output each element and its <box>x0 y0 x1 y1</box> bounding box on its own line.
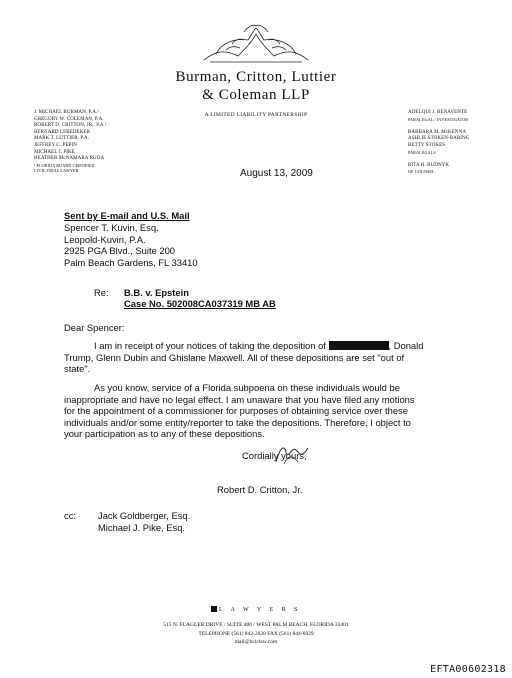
staff-list <box>408 110 470 175</box>
staff-name: ADELQUI J. BENAVENTE <box>408 110 468 115</box>
firm-logo-icon <box>196 20 316 66</box>
footer-contact <box>0 621 512 647</box>
letter-date: August 13, 2009 <box>240 168 313 179</box>
cc-name: Michael J. Pike, Esq. <box>98 521 186 533</box>
re-label: Re: <box>94 287 109 298</box>
paragraph-text: your participation as to any of these depositions. <box>64 428 265 439</box>
cc-list <box>98 510 190 533</box>
recipient-line: Palm Beach Gardens, FL 33410 <box>64 256 198 268</box>
recipient-address <box>64 222 198 268</box>
paragraph-2 <box>64 382 448 440</box>
recipient-line: 2925 PGA Blvd., Suite 200 <box>64 245 176 256</box>
recipient-line: Leopold-Kuvin, P.A. <box>64 233 146 245</box>
signature-icon <box>272 442 312 466</box>
partner-name: MARK T. LUTTIER, P.A. <box>34 136 90 142</box>
cc-name: Jack Goldberger, Esq. <box>98 510 191 521</box>
certification-note: ¹ FLORIDA BOARD CERTIFIED <box>34 162 95 168</box>
footer-email: mail@bclclaw.com <box>234 639 278 645</box>
paragraph-text: I am in receipt of your notices of taking the deposition of <box>94 340 326 351</box>
case-number: Case No. 502008CA037319 MB AB <box>124 298 276 309</box>
partner-name: JEFFREY C. PEPIN <box>34 142 77 148</box>
closing: Cordially yours, <box>242 450 307 461</box>
partner-name: HEATHER McNAMARA RUDA <box>34 156 105 162</box>
staff-name: BETTY STOKES <box>408 142 446 148</box>
square-icon <box>211 606 217 612</box>
paragraph-text: individuals and/or some entity/reporter to take the depositions. Therefore, I object to <box>64 416 411 428</box>
paragraph-text: , Donald <box>388 340 424 351</box>
staff-name: BARBARA M. McKENNA <box>408 129 467 135</box>
paragraph-1 <box>64 340 448 375</box>
firm-name-line1: Burman, Critton, Luttier <box>175 69 337 85</box>
partner-name: J. MICHAEL BURMAN, P.A.¹ <box>34 110 99 115</box>
staff-role: OF COUNSEL <box>408 169 435 175</box>
delivery-method: Sent by E-mail and U.S. Mail <box>64 210 190 221</box>
paragraph-text: As you know, service of a Florida subpoena on these individuals would be <box>94 382 400 393</box>
staff-name: RITA H. BUDNYK <box>408 162 450 168</box>
paragraph-text: inappropriate and have no legal effect. I am unaware that you have filed any motions <box>64 393 415 405</box>
partners-list <box>34 110 107 173</box>
partner-name: BERNARD LEBEDEKER <box>34 129 91 135</box>
certification-note: CIVIL TRIAL LAWYER <box>34 167 79 173</box>
paragraph-text: for the appointment of a commissioner for purposes of obtaining service over these <box>64 405 408 416</box>
footer-lawyers-text: L A W Y E R S <box>219 607 301 613</box>
paragraph-text: Trump, Glenn Dubin and Ghislane Maxwell. All of these depositions are set "out of <box>64 351 405 363</box>
partner-name: ROBERT D. CRITTON, JR., P.A.¹ <box>34 123 107 129</box>
partner-name: GREGORY W. COLEMAN, P.A. <box>34 116 104 122</box>
firm-name-line2: & Coleman LLP <box>202 87 310 103</box>
cc-label: cc: <box>64 510 76 521</box>
footer-phone: TELEPHONE (561) 842-2820 FAX (561) 844-6929 <box>198 630 314 637</box>
recipient-line: Spencer T. Kuvin, Esq. <box>64 222 159 233</box>
partner-name: MICHAEL J. PIKE <box>34 149 75 155</box>
redaction-box <box>329 341 389 350</box>
firm-subtitle: A LIMITED LIABILITY PARTNERSHIP <box>204 112 308 118</box>
staff-role: PARALEGAL / INVESTIGATOR <box>408 116 469 122</box>
signer-name: Robert D. Critton, Jr. <box>217 484 303 495</box>
footer-address: 515 N. FLAGLER DRIVE / SUITE 400 / WEST PALM BEACH, FLORIDA 33401 <box>163 622 349 628</box>
salutation: Dear Spencer: <box>64 322 125 333</box>
staff-role: PARALEGALS <box>408 149 436 155</box>
staff-name: ASHLIE STOKEN-BARING <box>408 136 470 142</box>
case-caption: B.B. v. Epstein <box>124 287 189 298</box>
footer-lawyers <box>0 606 512 613</box>
bates-number: EFTA00602318 <box>430 664 506 675</box>
paragraph-text: state". <box>64 363 91 374</box>
